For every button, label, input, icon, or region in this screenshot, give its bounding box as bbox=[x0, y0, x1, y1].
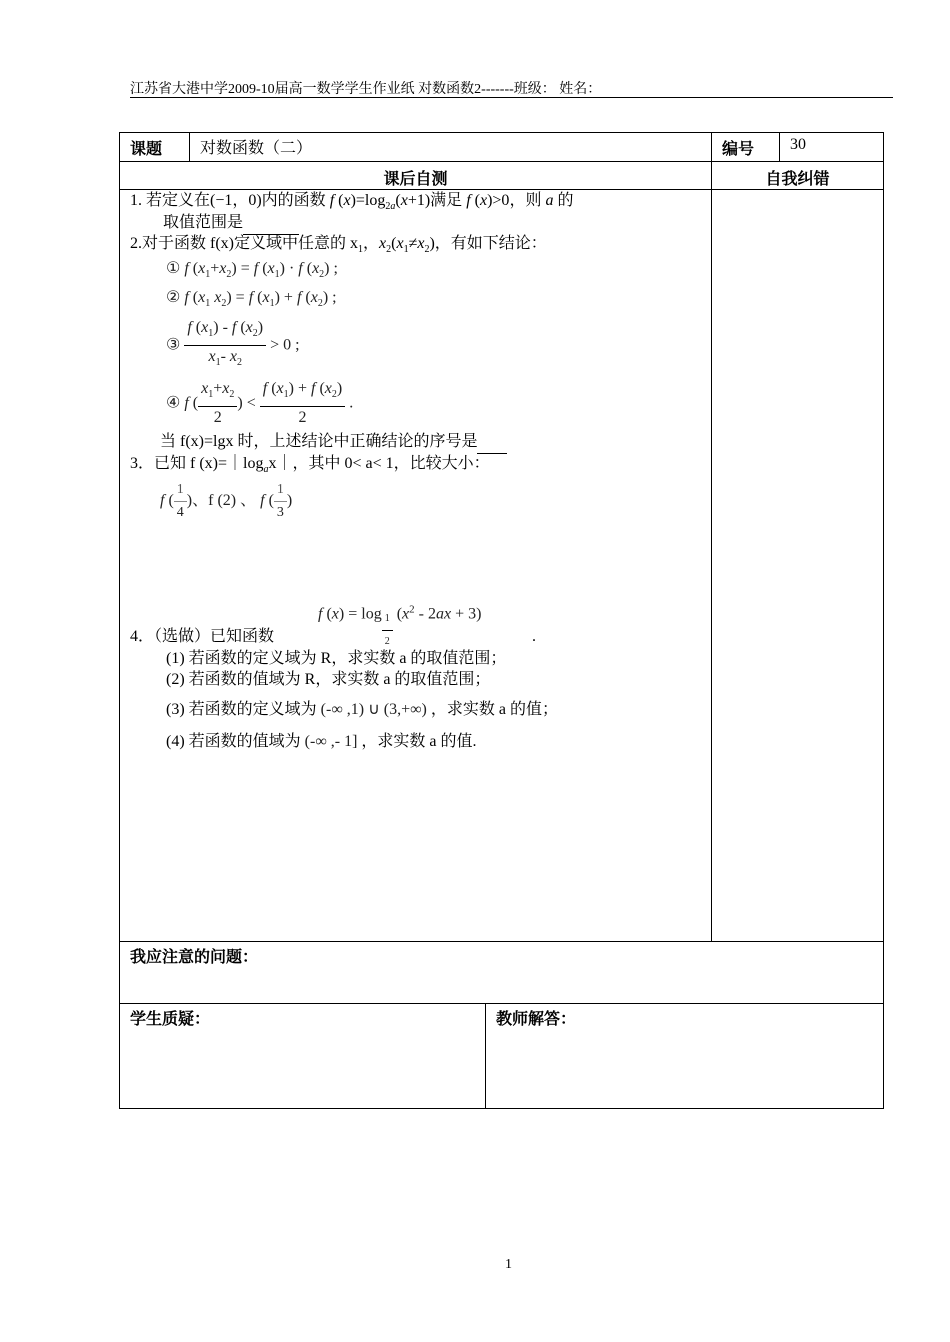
student-question-cell: 学生质疑： bbox=[120, 1004, 486, 1109]
q2-conclusion-4: ④ f ( $\frac{x_1+x_2}{2}$ ) < $\frac{f (x_1) + f (x_2)}{2}$ . bbox=[166, 380, 354, 427]
question-1: 1. 若定义在(−1，0)内的函数 f $(x)=\log_{2a}(x+1)$满足 f (x)>0，则 a 的 bbox=[130, 192, 574, 213]
page-header: 江苏省大港中学2009-10届高一数学学生作业纸 对数函数2-------班级： 姓名： bbox=[130, 82, 602, 97]
q2-conclusion-2: ② f ($x_1$ $x_2) = f$ $(x_1) + f$ $(x_2)$ ; bbox=[166, 289, 337, 310]
header-rule bbox=[130, 97, 893, 98]
q4-part-4: (4) 若函数的值域为 (-∞ ,- 1] ，求实数 a 的值. bbox=[166, 733, 477, 750]
q3-stem-text: 3．已知 f (x)=｜log bbox=[130, 455, 264, 472]
q2-conclusion-1: ① f $(x_1+x_2) = f$ $(x_1) \cdot f$ $(x_2)$ ; bbox=[166, 260, 338, 281]
q1-answer-blank[interactable] bbox=[243, 212, 299, 235]
q2-c1-marker: ① bbox=[166, 260, 181, 277]
q2-c4-marker: ④ bbox=[166, 394, 181, 412]
topic-value: 对数函数（二） bbox=[190, 133, 712, 162]
q1-text-d: 的 bbox=[553, 192, 574, 209]
q1-text-c: ，则 bbox=[509, 192, 546, 209]
q3-stem-tail: x｜，其中 0< a< 1，比较大小： bbox=[268, 455, 490, 472]
q2-intro-text: 2.对于函数 f(x)定义域中任意的 x bbox=[130, 235, 358, 252]
q4-p3-text-a: (3) 若函数的定义域为 bbox=[166, 701, 317, 718]
number-value: 30 bbox=[780, 133, 884, 162]
page-number: 1 bbox=[505, 1257, 512, 1272]
q4-p4-text-a: (4) 若函数的值域为 bbox=[166, 733, 301, 750]
topic-label: 课题 bbox=[120, 133, 190, 162]
q2-conclusion-question bbox=[160, 431, 507, 454]
q1-text-a: 1. 若定义在(−1，0)内的函数 bbox=[130, 192, 330, 209]
q2-c3-marker: ③ bbox=[166, 336, 181, 354]
q4-stem-period: . bbox=[532, 628, 536, 645]
q3-comparison: f ( $\frac{1}{4}$ )、f (2) 、 f ( $\frac{1}{3}$ ) bbox=[160, 479, 292, 524]
q4-part-1: (1) 若函数的定义域为 R，求实数 a 的取值范围； bbox=[166, 650, 507, 667]
q2-conclusion-3: ③ $\frac{f (x_1) - f (x_2)}{x_1- x_2}$ > 0 ; bbox=[166, 319, 300, 369]
q4-part-2: (2) 若函数的值域为 R，求实数 a 的取值范围； bbox=[166, 671, 491, 688]
teacher-answer-cell: 教师解答： bbox=[486, 1004, 884, 1109]
q4-p4-text-b: ，求实数 a 的值. bbox=[361, 733, 477, 750]
question-1-line-2 bbox=[163, 212, 299, 235]
q2-intro-tail: ，有如下结论： bbox=[434, 235, 547, 252]
question-2-intro: 2.对于函数 f(x)定义域中任意的 $x_1$，$x_2(x_1\ne x_2)$，有如下结论： bbox=[130, 235, 547, 256]
q4-function-formula: f (x) = log $_{\frac{1}{2}}$ $(x^2 - 2ax + 3)$ bbox=[318, 603, 482, 647]
q2-conclusion-text: 当 f(x)=lgx 时，上述结论中正确结论的序号是 bbox=[160, 433, 478, 450]
column-heading-self-correction: 自我纠错 bbox=[712, 162, 884, 190]
q4-stem-text: 4．（选做）已知函数 bbox=[130, 628, 275, 645]
q4-p3-text-b: ，求实数 a 的值； bbox=[430, 701, 558, 718]
q2-answer-blank[interactable] bbox=[477, 431, 507, 454]
q3-separator: 、f (2) 、 bbox=[192, 492, 257, 510]
correction-cell bbox=[712, 190, 884, 942]
number-label: 编号 bbox=[712, 133, 780, 162]
q1-text-line2: 取值范围是 bbox=[163, 214, 244, 231]
q4-part-3: (3) 若函数的定义域为 (-∞ ,1) ∪ (3,+∞) ，求实数 a 的值； bbox=[166, 701, 558, 718]
q2-c2-marker: ② bbox=[166, 289, 181, 306]
notice-cell: 我应注意的问题： bbox=[120, 942, 884, 1004]
q4-stem bbox=[130, 626, 274, 648]
q1-text-b: 满足 bbox=[430, 192, 467, 209]
column-heading-self-test: 课后自测 bbox=[120, 162, 712, 190]
question-3: 3．已知 f $(x)=|\log_ax|$，其中 0< a< 1，比较大小： bbox=[130, 455, 490, 476]
